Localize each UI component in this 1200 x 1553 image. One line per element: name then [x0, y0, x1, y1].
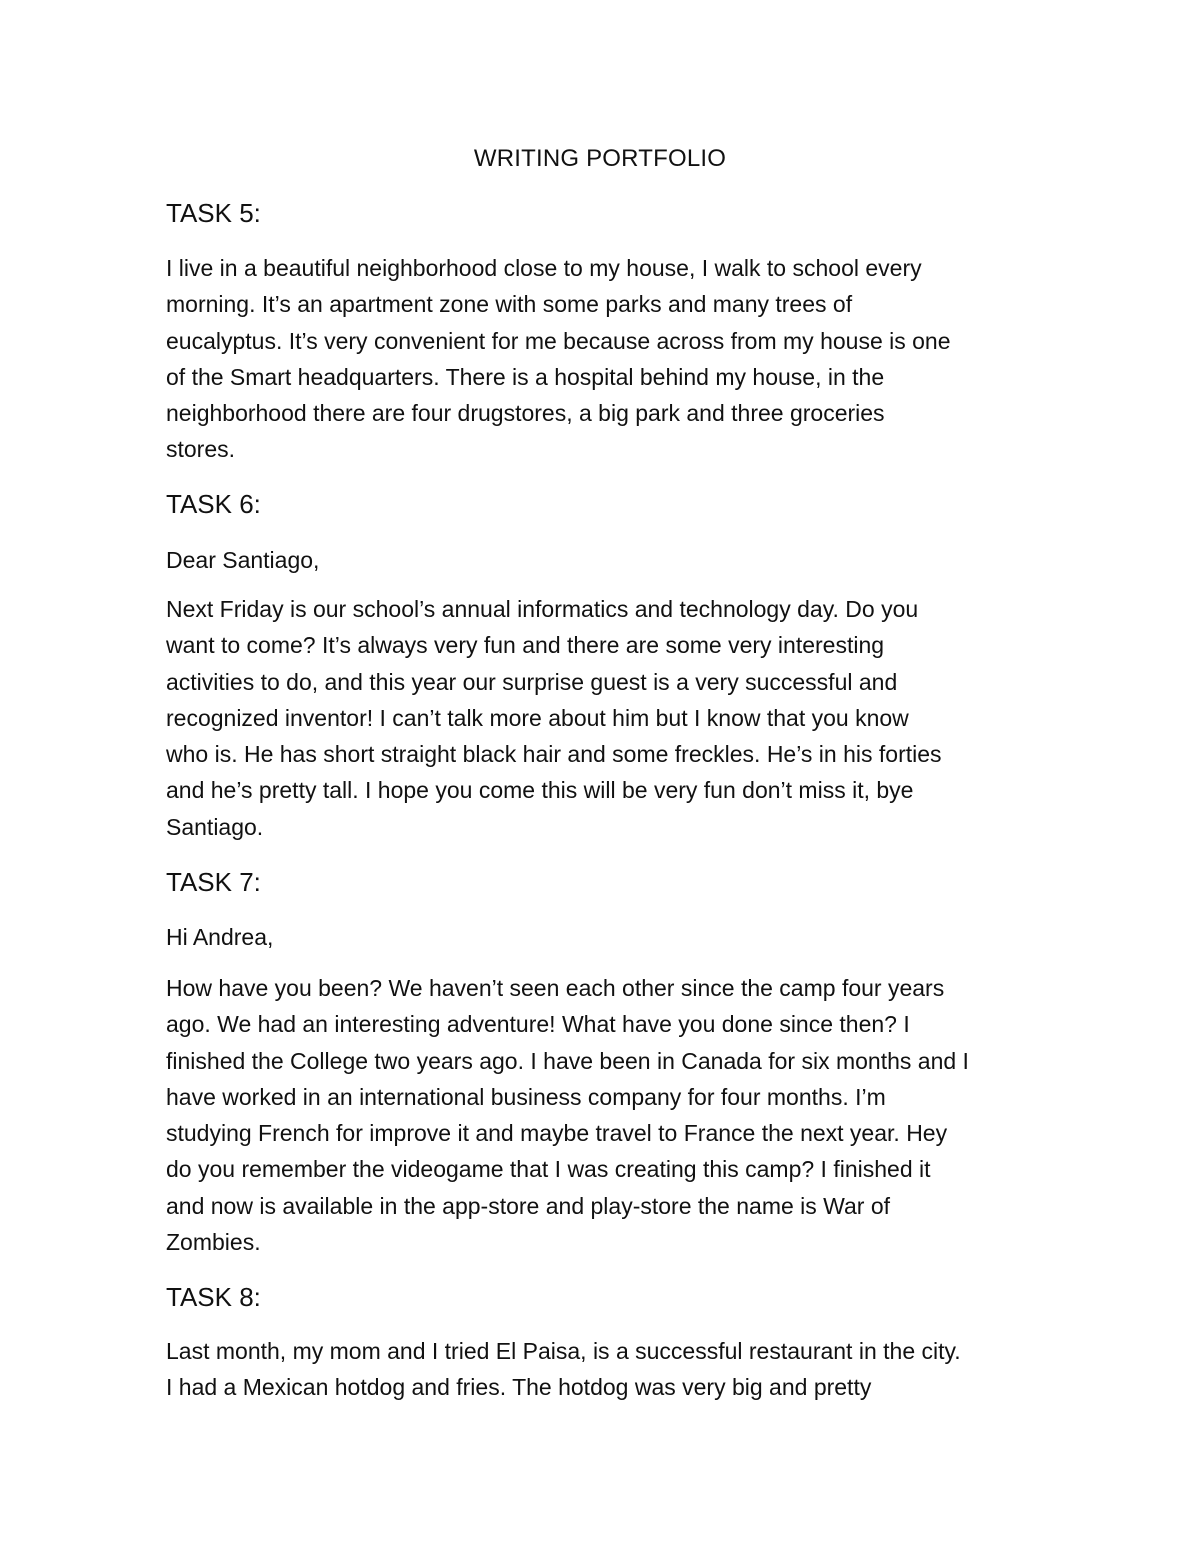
- text-line: activities to do, and this year our surprise guest is a very successful and: [166, 668, 898, 695]
- text-line: of the Smart headquarters. There is a hospital behind my house, in the: [166, 363, 885, 390]
- text-line: Santiago.: [166, 813, 264, 840]
- text-line: and he’s pretty tall. I hope you come this will be very fun don’t miss it, bye: [166, 777, 914, 804]
- task-7-greeting: [166, 919, 273, 955]
- task-7-heading: TASK 7:: [166, 867, 261, 897]
- text-line: stores.: [166, 436, 236, 463]
- text-line: Zombies.: [166, 1229, 261, 1256]
- text-line: have worked in an international business company for four months. I’m: [166, 1083, 886, 1110]
- text-line: recognized inventor! I can’t talk more about him but I know that you know: [166, 704, 909, 731]
- text-line: do you remember the videogame that I was creating this camp? I finished it: [166, 1156, 931, 1183]
- task-7-paragraph: [166, 970, 969, 1260]
- text-line: I had a Mexican hotdog and fries. The hotdog was very big and pretty: [166, 1374, 872, 1401]
- text-line: How have you been? We haven’t seen each other since the camp four years: [166, 975, 945, 1001]
- task-5-paragraph: [166, 250, 951, 468]
- text-line: and now is available in the app-store and play-store the name is War of: [166, 1192, 891, 1219]
- task-8-heading: TASK 8:: [166, 1282, 261, 1312]
- text-line: ago. We had an interesting adventure! What have you done since then? I: [166, 1011, 910, 1038]
- task-6-paragraph: [166, 591, 942, 845]
- document-title: WRITING PORTFOLIO: [473, 145, 727, 172]
- text-line: I live in a beautiful neighborhood close to my house, I walk to school every: [166, 255, 922, 281]
- text-line: want to come? It’s always very fun and there are some very interesting: [166, 632, 885, 659]
- task-6-heading: TASK 6:: [166, 489, 261, 519]
- text-line: Next Friday is our school’s annual informatics and technology day. Do you: [166, 596, 919, 622]
- text-line: Dear Santiago,: [166, 547, 320, 573]
- text-line: Hi Andrea,: [166, 924, 274, 950]
- text-line: finished the College two years ago. I have been in Canada for six months and I: [166, 1047, 969, 1074]
- task-5-heading: TASK 5:: [166, 198, 261, 228]
- text-line: morning. It’s an apartment zone with some parks and many trees of: [166, 291, 853, 318]
- text-line: Last month, my mom and I tried El Paisa, is a successful restaurant in the city.: [166, 1338, 961, 1364]
- text-line: neighborhood there are four drugstores, a big park and three groceries: [166, 400, 885, 427]
- text-line: who is. He has short straight black hair and some freckles. He’s in his forties: [166, 741, 942, 768]
- text-line: studying French for improve it and maybe travel to France the next year. Hey: [166, 1120, 948, 1147]
- text-line: eucalyptus. It’s very convenient for me because across from my house is one: [166, 327, 951, 354]
- task-6-greeting: [166, 542, 319, 578]
- task-8-paragraph: [166, 1333, 961, 1406]
